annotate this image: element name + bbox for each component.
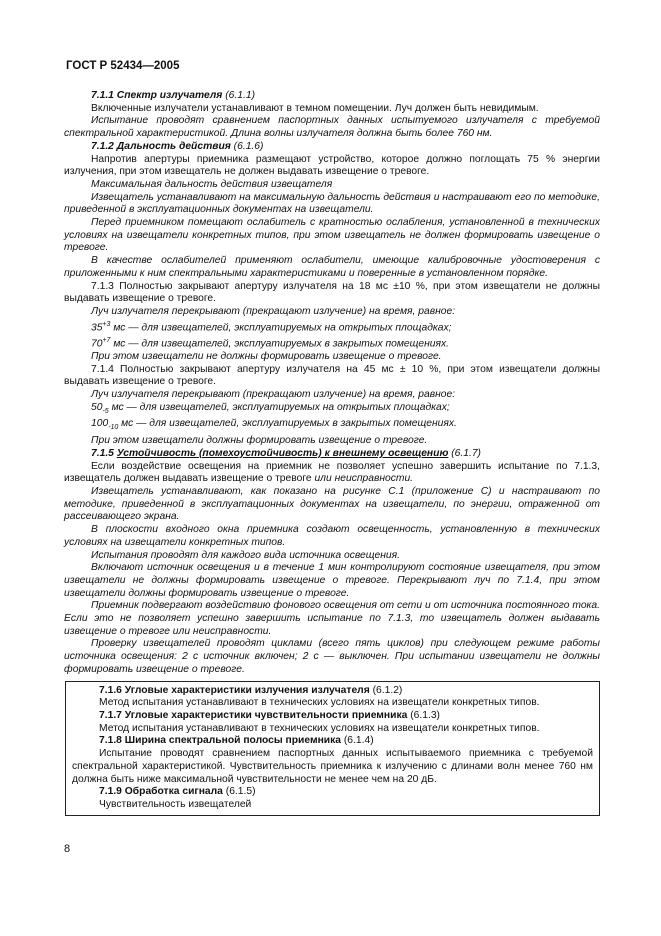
paragraph: В плоскости входного окна приемника создают освещенность, установленную в технических условиях на извещатели конкретных типов. (64, 524, 600, 548)
paragraph: Испытания проводят для каждого вида источника освещения. (91, 549, 400, 561)
list-item: $50_{-5}$ мс — для извещателей, эксплуатируемых на открытых площадках; (91, 401, 450, 415)
paragraph: Луч излучателя перекрывают (прекращают излучение) на время, равное: (91, 389, 456, 401)
paragraph: Включенные излучатели устанавливают в темном помещении. Луч должен быть невидимым. (91, 102, 539, 114)
paragraph: Извещатель устанавливают на максимальную дальность действия и настраивают его по методике, приведенной в эксплуатационных документах на извещатели. (64, 191, 600, 216)
paragraph: Луч излучателя перекрывают (прекращают излучение) на время, равное: (91, 305, 456, 317)
list-item: $100_{-10}$ мс — для извещателей, эксплуатируемых в закрытых помещениях. (91, 418, 457, 432)
list-item: $35^{+3}$ мс — для извещателей, эксплуатируемых на открытых площадках; (91, 320, 452, 334)
section-7-1-7-heading: 7.1.7 Угловые характеристики чувствительности приемника (6.1.3) (99, 709, 440, 721)
document-body (64, 90, 600, 816)
paragraph: Максимальная дальность действия извещателя (91, 178, 333, 190)
paragraph: При этом извещатели должны формировать извещение о тревоге. (91, 435, 428, 447)
paragraph: Извещатель устанавливают, как показано на рисунке С.1 (приложение С) и настраивают по методике, приведенной в эксплуатационных документах на извещатели, по энергии, отраженной от рассеивающего экрана. (64, 486, 600, 523)
section-7-1-4-paragraph: 7.1.4 Полностью закрывают апертуру излучателя на 45 мс ± 10 %, при этом извещатели должны выдавать извещение о тревоге. (64, 363, 600, 388)
paragraph: Приемник подвергают воздействию фонового освещения от сети и от источника постоянного тока. Если это не позволяет успешно завершить испытание по 7.1.3, то извещатель должен выдавать извещение о тревоге или неисправности. (64, 600, 600, 637)
paragraph: Напротив апертуры приемника размещают устройство, которое должно поглощать 75 % энергии излучения, при этом извещатель не должен выдавать извещение о тревоге. (64, 153, 600, 178)
paragraph: Перед приемником помещают ослабитель с кратностью ослабления, установленной в технических условиях на извещатели конкретных типов, при этом извещатель не должен формировать извещение о тревоге. (64, 217, 600, 254)
document-header: ГОСТ Р 52434—2005 (66, 60, 180, 72)
bordered-insert-box (65, 681, 600, 816)
paragraph: Испытание проводят сравнением паспортных данных испытываемого приемника с требуемой спектральной характеристикой. Чувствительность приемника к излучению с длинами волн менее 760 нм должна быть ниже максимальной чувствительности не менее чем на 20 дБ. (72, 748, 593, 785)
section-7-1-5-heading: 7.1.5 Устойчивость (помехоустойчивость) к внешнему освещению (6.1.7) (91, 447, 481, 459)
paragraph: Испытание проводят сравнением паспортных данных испытуемого излучателя с требуемой спектральной характеристикой. Длина волны излучателя должна быть более 760 нм. (64, 115, 600, 140)
paragraph: Чувствительность извещателей (99, 798, 252, 810)
paragraph: Если воздействие освещения на приемник не позволяет успешно завершить испытание по 7.1.3, извещатель должен выдавать извещение о тревоге или неисправности. (64, 460, 600, 485)
section-7-1-6-heading: 7.1.6 Угловые характеристики излучения излучателя (6.1.2) (99, 684, 403, 696)
paragraph: В качестве ослабителей применяют ослабители, имеющие калибровочные удостоверения с приложенными к ним спектральными характеристиками и поверенные в установленном порядке. (64, 255, 600, 279)
paragraph: Включают источник освещения и в течение 1 мин контролируют состояние извещателя, при этом извещатели не должны формировать извещение о тревоге. Перекрывают луч по 7.1.4, при этом извещатели должны формировать извещение о тревоге. (64, 562, 600, 599)
page-number: 8 (64, 843, 71, 855)
section-7-1-3-paragraph: 7.1.3 Полностью закрывают апертуру излучателя на 18 мс ±10 %, при этом извещатели не должны выдавать извещение о тревоге. (64, 280, 600, 305)
section-7-1-2-heading: 7.1.2 Дальность действия (6.1.6) (91, 140, 264, 152)
paragraph: Метод испытания устанавливают в технических условиях на извещатели конкретных типов. (99, 697, 540, 709)
paragraph: Метод испытания устанавливают в технических условиях на извещатели конкретных типов. (99, 722, 540, 734)
section-7-1-9-heading: 7.1.9 Обработка сигнала (6.1.5) (99, 786, 256, 798)
paragraph: Проверку извещателей проводят циклами (всего пять циклов) при следующем режиме работы источника освещения: 2 с источник включен; 2 с — выключен. При испытании извещатели не должны формировать извещение о тревоге. (64, 638, 600, 675)
list-item: $70^{+7}$ мс — для извещателей, эксплуатируемых в закрытых помещениях. (91, 336, 450, 350)
paragraph: При этом извещатели не должны формировать извещение о тревоге. (91, 350, 442, 362)
section-7-1-1-heading: 7.1.1 Спектр излучателя (6.1.1) (91, 90, 256, 101)
section-7-1-8-heading: 7.1.8 Ширина спектральной полосы приемника (6.1.4) (99, 735, 374, 747)
